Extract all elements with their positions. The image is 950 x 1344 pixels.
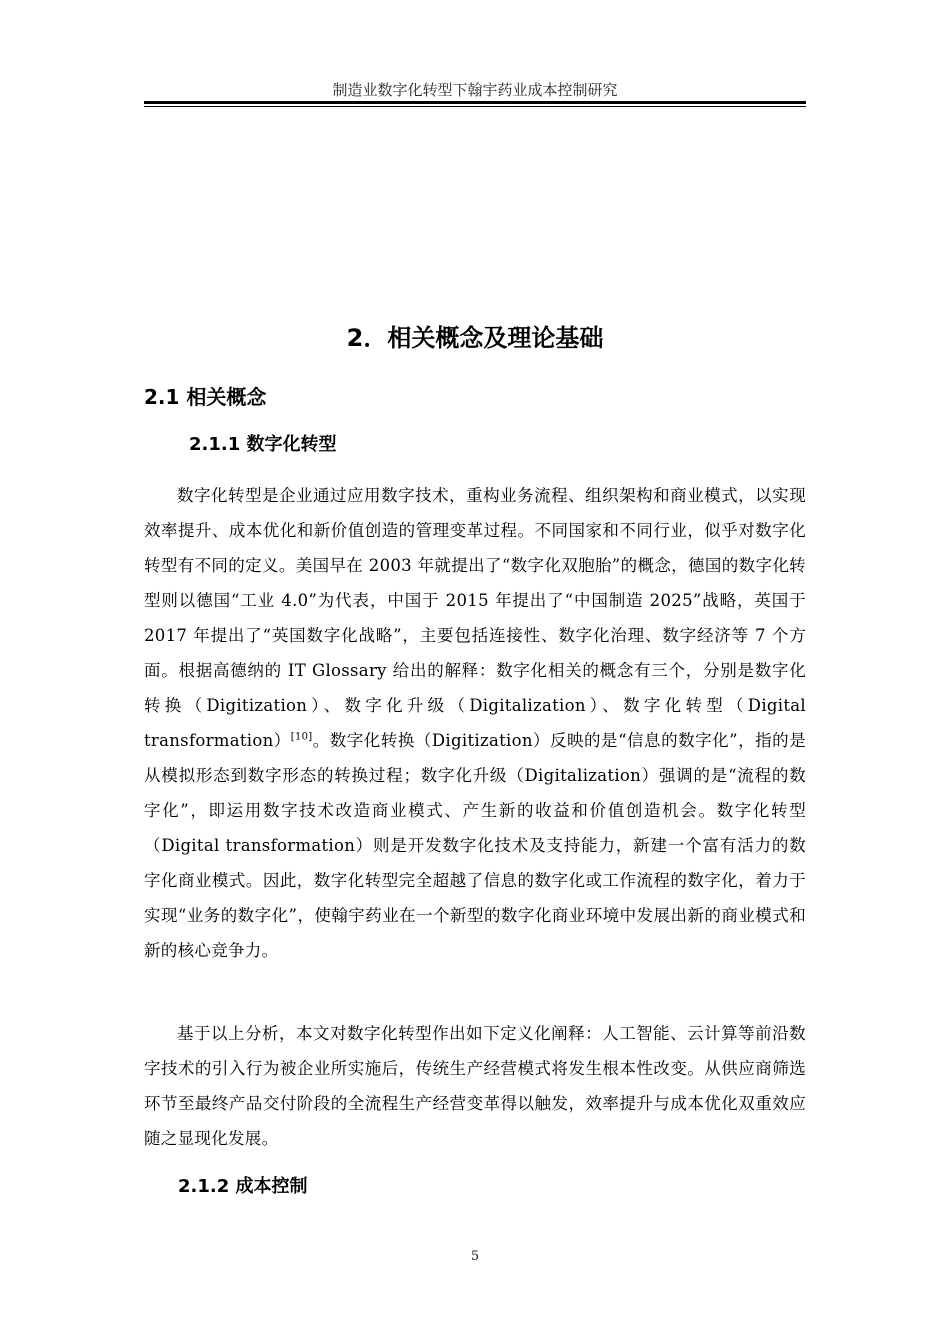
- subsection-title-digital-transformation: 2.1.1 数字化转型: [189, 434, 337, 455]
- paragraph-digital-transformation-definition: [144, 478, 806, 968]
- section-title: 2.1 相关概念: [144, 385, 267, 409]
- citation-marker: [10]: [290, 731, 313, 743]
- page-number: 5: [470, 1249, 480, 1264]
- header-rule-thick: [144, 101, 806, 104]
- subsection-title-cost-control: 2.1.2 成本控制: [178, 1176, 308, 1197]
- paragraph-text-part2: 。数字化转换（Digitization）反映的是“信息的数字化”，指的是从模拟形态到数字形态的转换过程；数字化升级（Digitalization）强调的是“流程的数字化”，即运用数字技术改造商业模式、产生新的收益和价值创造机会。数字化转型（Digital transformation）则是开发数字化技术及支持能力，新建一个富有活力的数字化商业模式。因此，数字化转型完全超越了信息的数字化或工作流程的数字化，着力于实现“业务的数字化”，使翰宇药业在一个新型的数字化商业环境中发展出新的商业模式和新的核心竞争力。: [144, 731, 806, 960]
- chapter-title: 2．相关概念及理论基础: [346, 324, 604, 352]
- paragraph-definition-summary: 基于以上分析，本文对数字化转型作出如下定义化阐释：人工智能、云计算等前沿数字技术的引入行为被企业所实施后，传统生产经营模式将发生根本性改变。从供应商筛选环节至最终产品交付阶段的全流程生产经营变革得以触发，效率提升与成本优化双重效应随之显现化发展。: [144, 1024, 806, 1148]
- paragraph-text-part1: 数字化转型是企业通过应用数字技术，重构业务流程、组织架构和商业模式，以实现效率提升、成本优化和新价值创造的管理变革过程。不同国家和不同行业，似乎对数字化转型有不同的定义。美国早在 2003 年就提出了“数字化双胞胎”的概念，德国的数字化转型则以德国“工业 4.0”为代表，中国于 2015 年提出了“中国制造 2025”战略，英国于 2017 年提出了“英国数字化战略”，主要包括连接性、数字化治理、数字经济等 7 个方面。根据高德纳的 IT Glossary 给出的解释：数字化相关的概念有三个，分别是数字化转换（Digitization）、数字化升级（Digitalization）、数字化转型（Digital transformation）: [144, 486, 806, 750]
- header-rule-thin: [144, 106, 806, 107]
- running-header: 制造业数字化转型下翰宇药业成本控制研究: [332, 81, 618, 99]
